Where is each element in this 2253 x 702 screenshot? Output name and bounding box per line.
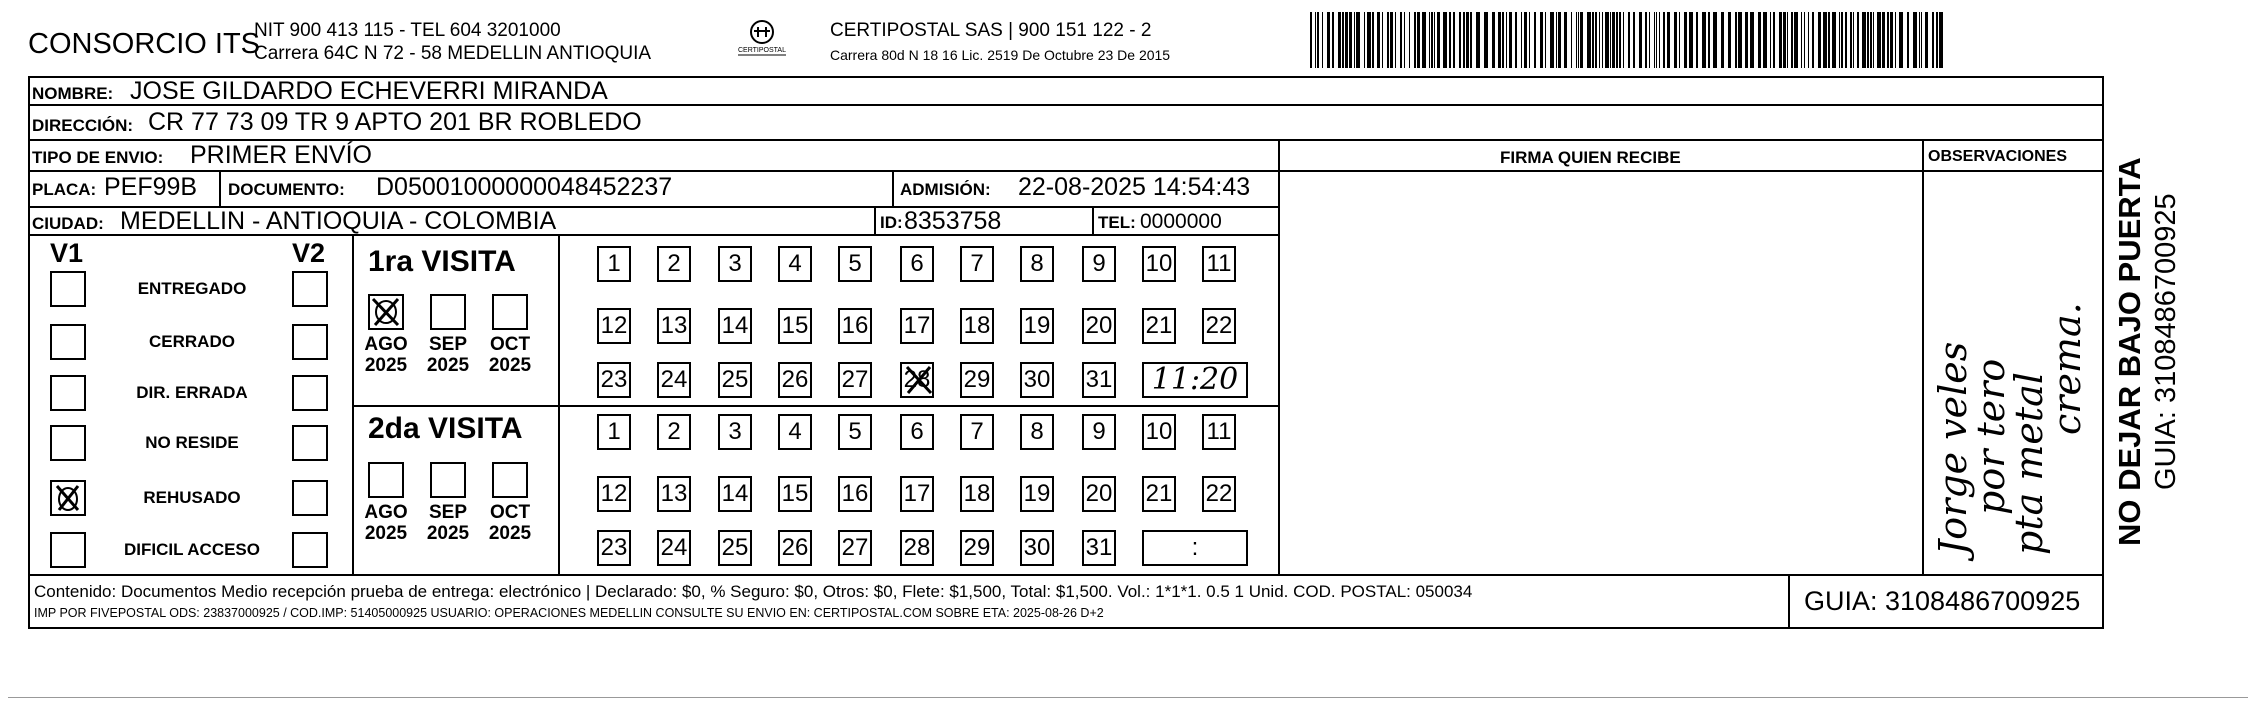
tel-value: 0000000 xyxy=(1140,210,1222,233)
barcode-bar xyxy=(1738,12,1742,68)
barcode-bar xyxy=(1623,12,1624,68)
day-box[interactable]: 15 xyxy=(778,308,812,344)
observation-line: crema. xyxy=(2045,302,2089,435)
v2-checkbox[interactable] xyxy=(292,532,328,568)
day-box[interactable]: 28 xyxy=(900,530,934,566)
barcode-bar xyxy=(1689,12,1693,68)
v2-checkbox[interactable] xyxy=(292,375,328,411)
barcode-bar xyxy=(1515,12,1517,68)
day-box[interactable]: 17 xyxy=(900,308,934,344)
barcode-bar xyxy=(1735,12,1737,68)
barcode-bar xyxy=(1702,12,1706,68)
month-name: AGO xyxy=(364,334,408,355)
day-box[interactable]: 30 xyxy=(1020,362,1054,398)
id-label: ID: xyxy=(880,213,903,232)
plate-label: PLACA: xyxy=(32,180,97,199)
month-name: OCT xyxy=(489,334,531,355)
barcode-bar xyxy=(1349,12,1352,68)
barcode-bar xyxy=(1801,12,1802,68)
barcode-bar xyxy=(1545,12,1546,68)
barcode-bar xyxy=(1818,12,1821,68)
admission-value: 22-08-2025 14:54:43 xyxy=(1018,173,1251,201)
day-box[interactable]: 22 xyxy=(1202,308,1236,344)
day-box[interactable]: 16 xyxy=(838,476,872,512)
day-box[interactable]: 17 xyxy=(900,476,934,512)
barcode-bar xyxy=(1484,12,1488,68)
barcode-bar xyxy=(1463,12,1465,68)
barcode-bar xyxy=(1921,12,1922,68)
v2-checkbox[interactable] xyxy=(292,324,328,360)
barcode-bar xyxy=(1857,12,1859,68)
barcode-bar xyxy=(1696,12,1698,68)
barcode-bar xyxy=(1616,12,1618,68)
month-label xyxy=(361,502,411,544)
barcode-bar xyxy=(1521,12,1522,68)
month-label xyxy=(361,334,411,376)
barcode-bar xyxy=(1679,12,1680,68)
day-box[interactable]: 20 xyxy=(1082,308,1116,344)
barcode-bar xyxy=(1602,12,1603,68)
day-box[interactable]: 9 xyxy=(1082,414,1116,450)
barcode-bar xyxy=(1728,12,1731,68)
status-label: ENTREGADO xyxy=(137,279,247,298)
barcode-bar xyxy=(1556,12,1557,68)
day-box[interactable]: 21 xyxy=(1142,476,1176,512)
barcode-bar xyxy=(1812,12,1814,68)
observation-line: pta metal xyxy=(2007,372,2051,555)
barcode-bar xyxy=(1899,12,1903,68)
barcode-bar xyxy=(1763,12,1767,68)
barcode-bar xyxy=(1449,12,1451,68)
v2-label: V2 xyxy=(292,238,326,268)
day-box[interactable]: 25 xyxy=(718,362,752,398)
barcode-bar xyxy=(1540,12,1543,68)
status-label: DIFICIL ACCESO xyxy=(123,540,260,559)
barcode-bar xyxy=(1599,12,1600,68)
barcode-bar xyxy=(1338,12,1341,68)
v2-checkbox[interactable] xyxy=(292,480,328,516)
day-box[interactable]: 23 xyxy=(597,530,631,566)
barcode-bar xyxy=(1576,12,1577,68)
barcode-bar xyxy=(1315,12,1316,68)
barcode-bar xyxy=(1619,12,1621,68)
barcode-bar xyxy=(1466,12,1469,68)
company-nit-tel: NIT 900 413 115 - TEL 604 3201000 xyxy=(254,20,561,41)
barcode-bar xyxy=(1592,12,1594,68)
barcode-bar xyxy=(1382,12,1383,68)
barcode-bar xyxy=(1322,12,1323,68)
observations-handwritten xyxy=(1931,145,2094,555)
month-checkbox[interactable] xyxy=(368,462,404,498)
day-box[interactable]: 23 xyxy=(597,362,631,398)
barcode-bar xyxy=(1890,12,1893,68)
day-box[interactable]: 4 xyxy=(778,414,812,450)
barcode-bar xyxy=(1327,12,1330,68)
barcode-bar xyxy=(1529,12,1530,68)
day-box[interactable]: 7 xyxy=(960,414,994,450)
barcode-bar xyxy=(1674,12,1677,68)
day-box[interactable]: 19 xyxy=(1020,308,1054,344)
id-value: 8353758 xyxy=(904,207,1002,235)
day-box[interactable]: 18 xyxy=(960,308,994,344)
document-label: DOCUMENTO: xyxy=(228,180,345,199)
month-name: SEP xyxy=(428,502,468,523)
day-box[interactable]: 9 xyxy=(1082,246,1116,282)
barcode-bar xyxy=(1745,12,1748,68)
barcode-bar xyxy=(1550,12,1554,68)
day-box[interactable]: 6 xyxy=(900,246,934,282)
certipostal-line1: CERTIPOSTAL SAS | 900 151 122 - 2 xyxy=(830,20,1152,41)
barcode-bar xyxy=(1476,12,1480,68)
barcode-bar xyxy=(1758,12,1761,68)
month-checkbox[interactable] xyxy=(430,462,466,498)
day-check-mark xyxy=(904,364,934,404)
barcode-bar xyxy=(1534,12,1536,68)
barcode-bar xyxy=(1939,12,1943,68)
document-value: D05001000000048452237 xyxy=(376,173,673,201)
city-value: MEDELLIN - ANTIOQUIA - COLOMBIA xyxy=(120,207,557,235)
barcode-bar xyxy=(1431,12,1433,68)
day-box[interactable]: 27 xyxy=(838,530,872,566)
barcode-bar xyxy=(1656,12,1657,68)
barcode-bar xyxy=(1524,12,1527,68)
barcode-bar xyxy=(1839,12,1840,68)
barcode-bar xyxy=(1395,12,1396,68)
barcode-bar xyxy=(1564,12,1567,68)
barcode-bar xyxy=(1787,12,1788,68)
day-box[interactable]: 16 xyxy=(838,308,872,344)
barcode-bar xyxy=(1659,12,1660,68)
day-box[interactable]: 24 xyxy=(657,362,691,398)
barcode-bar xyxy=(1887,12,1889,68)
barcode-bar xyxy=(1823,12,1827,68)
barcode-bar xyxy=(1317,12,1319,68)
barcode-bar xyxy=(1862,12,1866,68)
day-box[interactable]: 3 xyxy=(718,246,752,282)
barcode-bar xyxy=(1783,12,1786,68)
barcode-bar xyxy=(1895,12,1896,68)
day-box[interactable]: 27 xyxy=(838,362,872,398)
day-box[interactable]: 29 xyxy=(960,362,994,398)
day-box[interactable]: 8 xyxy=(1020,414,1054,450)
barcode-bar xyxy=(1913,12,1917,68)
barcode-bar xyxy=(1845,12,1847,68)
barcode-bar xyxy=(1400,12,1402,68)
day-box[interactable]: 26 xyxy=(778,530,812,566)
barcode-bar xyxy=(1422,12,1426,68)
v1-checkbox[interactable] xyxy=(50,324,86,360)
day-box[interactable]: 3 xyxy=(718,414,752,450)
day-box[interactable]: 29 xyxy=(960,530,994,566)
barcode-bar xyxy=(1633,12,1635,68)
barcode-bar xyxy=(1932,12,1934,68)
v1-checkbox[interactable] xyxy=(50,425,86,461)
barcode-bar xyxy=(1649,12,1650,68)
barcode-bar xyxy=(1498,12,1501,68)
month-label xyxy=(485,502,535,544)
barcode-bar xyxy=(1841,12,1843,68)
day-box[interactable]: 7 xyxy=(960,246,994,282)
v1-checkbox[interactable] xyxy=(50,532,86,568)
month-checkbox[interactable] xyxy=(430,294,466,330)
barcode-bar xyxy=(1558,12,1561,68)
barcode-bar xyxy=(1804,12,1805,68)
day-box[interactable]: 18 xyxy=(960,476,994,512)
footer-guide: GUIA: 3108486700925 xyxy=(1804,586,2081,616)
barcode-bar xyxy=(1437,12,1440,68)
day-box[interactable]: 12 xyxy=(597,308,631,344)
day-box[interactable]: 14 xyxy=(718,308,752,344)
plate-value: PEF99B xyxy=(104,173,198,201)
time-box[interactable]: 11:20 xyxy=(1142,362,1248,398)
barcode-bar xyxy=(1595,12,1597,68)
barcode-bar xyxy=(1367,12,1371,68)
barcode-bar xyxy=(1470,12,1472,68)
month-name: SEP xyxy=(428,334,468,355)
barcode-bar xyxy=(1873,12,1874,68)
day-box[interactable]: 6 xyxy=(900,414,934,450)
signature-header: FIRMA QUIEN RECIBE xyxy=(1500,148,1681,167)
barcode-bar xyxy=(1628,12,1630,68)
barcode-bar xyxy=(1773,12,1775,68)
day-box[interactable]: 11 xyxy=(1202,246,1236,282)
status-label: DIR. ERRADA xyxy=(136,383,248,402)
barcode-bar xyxy=(1850,12,1852,68)
observations-header: OBSERVACIONES xyxy=(1928,148,2067,165)
barcode-bar xyxy=(1870,12,1872,68)
observation-line: por tero xyxy=(1969,358,2013,515)
logo-caption: CERTIPOSTAL xyxy=(738,47,786,54)
barcode-bar xyxy=(1509,12,1512,68)
barcode-bar xyxy=(1832,12,1836,68)
side-guide: GUIA: 3108486700925 xyxy=(2150,193,2182,490)
barcode-bar xyxy=(1571,12,1572,68)
address-label: DIRECCIÓN: xyxy=(32,116,134,135)
barcode-bar xyxy=(1770,12,1771,68)
side-warning: NO DEJAR BAJO PUERTA xyxy=(2112,157,2147,546)
month-year: 2025 xyxy=(426,355,470,376)
barcode-bar xyxy=(1434,12,1435,68)
day-box[interactable]: 14 xyxy=(718,476,752,512)
barcode-bar xyxy=(1356,12,1360,68)
barcode-bar xyxy=(1605,12,1609,68)
barcode-bar xyxy=(1345,12,1348,68)
company-address: Carrera 64C N 72 - 58 MEDELLIN ANTIOQUIA xyxy=(254,43,652,64)
barcode-bar xyxy=(1587,12,1591,68)
day-box[interactable]: 22 xyxy=(1202,476,1236,512)
barcode-bar xyxy=(1925,12,1928,68)
barcode-bar xyxy=(1639,12,1642,68)
barcode-bar xyxy=(1919,12,1920,68)
barcode-bar xyxy=(1750,12,1754,68)
barcode-bar xyxy=(1414,12,1416,68)
month-year: 2025 xyxy=(364,355,408,376)
barcode-bar xyxy=(1877,12,1881,68)
visit2-title: 2da VISITA xyxy=(368,412,523,445)
month-name: OCT xyxy=(489,502,531,523)
barcode-bar xyxy=(1808,12,1809,68)
barcode-bar xyxy=(1453,12,1455,68)
day-box[interactable]: 1 xyxy=(597,414,631,450)
barcode-bar xyxy=(1310,12,1312,68)
barcode-bar xyxy=(1791,12,1793,68)
barcode xyxy=(1310,12,1950,68)
shipment-type-label: TIPO DE ENVIO: xyxy=(32,148,164,167)
barcode-bar xyxy=(1377,12,1380,68)
status-label: NO RESIDE xyxy=(145,433,239,452)
month-label xyxy=(423,334,473,376)
barcode-bar xyxy=(1390,12,1393,68)
v2-checkbox[interactable] xyxy=(292,425,328,461)
day-box[interactable]: 10 xyxy=(1142,246,1176,282)
barcode-bar xyxy=(1332,12,1334,68)
barcode-bar xyxy=(1708,12,1710,68)
status-label: CERRADO xyxy=(149,332,235,351)
barcode-bar xyxy=(1443,12,1447,68)
day-box[interactable]: 20 xyxy=(1082,476,1116,512)
barcode-bar xyxy=(1417,12,1420,68)
barcode-bar xyxy=(1459,12,1461,68)
day-box[interactable]: 2 xyxy=(657,246,691,282)
barcode-bar xyxy=(1387,12,1389,68)
footer-content: Contenido: Documentos Medio recepción prueba de entrega: electrónico | Declarado: $0, % Seguro: $0, Otros: $0, Flete: $1,500, Total: $1,500. Vol.: 1*1*1. 0.5 1 Unid. COD. POSTAL: 050034 xyxy=(34,582,1473,601)
day-box[interactable]: 28 xyxy=(900,362,934,398)
barcode-bar xyxy=(1429,12,1430,68)
day-box[interactable]: 21 xyxy=(1142,308,1176,344)
month-label xyxy=(423,502,473,544)
barcode-bar xyxy=(1779,12,1782,68)
day-box[interactable]: 5 xyxy=(838,246,872,282)
recipient-name: JOSE GILDARDO ECHEVERRI MIRANDA xyxy=(130,77,608,105)
day-box[interactable]: 15 xyxy=(778,476,812,512)
company-name: CONSORCIO ITS xyxy=(28,28,261,60)
barcode-bar xyxy=(1867,12,1869,68)
barcode-bar xyxy=(1667,12,1670,68)
barcode-bar xyxy=(1502,12,1504,68)
time-box[interactable]: : xyxy=(1142,530,1248,566)
v1-checkbox[interactable] xyxy=(50,271,86,307)
day-box[interactable]: 10 xyxy=(1142,414,1176,450)
month-year: 2025 xyxy=(364,523,408,544)
barcode-bar xyxy=(1354,12,1355,68)
barcode-bar xyxy=(1684,12,1687,68)
shipment-type: PRIMER ENVÍO xyxy=(190,141,372,169)
month-year: 2025 xyxy=(426,523,470,544)
barcode-bar xyxy=(1342,12,1344,68)
day-box[interactable]: 4 xyxy=(778,246,812,282)
month-year: 2025 xyxy=(488,523,532,544)
certipostal-logo-icon xyxy=(732,18,792,60)
day-box[interactable]: 13 xyxy=(657,476,691,512)
month-checkbox[interactable] xyxy=(492,462,528,498)
barcode-bar xyxy=(1506,12,1507,68)
month-year: 2025 xyxy=(488,355,532,376)
day-box[interactable]: 31 xyxy=(1082,362,1116,398)
barcode-bar xyxy=(1853,12,1854,68)
day-box[interactable]: 25 xyxy=(718,530,752,566)
tel-label: TEL: xyxy=(1098,213,1136,232)
barcode-bar xyxy=(1578,12,1579,68)
v1-checkbox[interactable] xyxy=(50,375,86,411)
month-checkbox[interactable] xyxy=(368,294,404,330)
barcode-bar xyxy=(1713,12,1717,68)
barcode-bar xyxy=(1936,12,1938,68)
barcode-bar xyxy=(1721,12,1724,68)
footer-imp: IMP POR FIVEPOSTAL ODS: 23837000925 / COD.IMP: 51405000925 USUARIO: OPERACIONES MEDELLIN CONSULTE SU ENVIO EN: CERTIPOSTAL.COM SOBRE ETA: 2025-08-26 D+2 xyxy=(34,606,1104,620)
day-box[interactable]: 31 xyxy=(1082,530,1116,566)
barcode-bar xyxy=(1654,12,1655,68)
barcode-bar xyxy=(1610,12,1611,68)
v1-checkbox[interactable] xyxy=(50,480,86,516)
name-label: NOMBRE: xyxy=(32,84,114,103)
status-label: REHUSADO xyxy=(143,488,241,507)
barcode-bar xyxy=(1372,12,1374,68)
barcode-bar xyxy=(1828,12,1830,68)
barcode-bar xyxy=(1580,12,1583,68)
day-box[interactable]: 19 xyxy=(1020,476,1054,512)
certipostal-line2: Carrera 80d N 18 16 Lic. 2519 De Octubre 23 De 2015 xyxy=(830,47,1171,63)
recipient-address: CR 77 73 09 TR 9 APTO 201 BR ROBLEDO xyxy=(148,108,642,136)
barcode-bar xyxy=(1794,12,1798,68)
barcode-bar xyxy=(1364,12,1365,68)
observation-line: Jorge veles xyxy=(1931,341,1975,555)
month-name: AGO xyxy=(364,502,408,523)
barcode-bar xyxy=(1882,12,1885,68)
barcode-bar xyxy=(1907,12,1909,68)
day-box[interactable]: 8 xyxy=(1020,246,1054,282)
day-box[interactable]: 12 xyxy=(597,476,631,512)
visit1-title: 1ra VISITA xyxy=(368,245,516,278)
v1-label: V1 xyxy=(50,238,84,268)
admission-label: ADMISIÓN: xyxy=(900,180,991,199)
day-box[interactable]: 26 xyxy=(778,362,812,398)
barcode-bar xyxy=(1612,12,1615,68)
barcode-bar xyxy=(1645,12,1647,68)
city-label: CIUDAD: xyxy=(32,214,104,233)
barcode-bar xyxy=(1409,12,1410,68)
month-checkbox[interactable] xyxy=(492,294,528,330)
day-box[interactable]: 24 xyxy=(657,530,691,566)
day-box[interactable]: 11 xyxy=(1202,414,1236,450)
day-box[interactable]: 13 xyxy=(657,308,691,344)
day-box[interactable]: 5 xyxy=(838,414,872,450)
day-box[interactable]: 1 xyxy=(597,246,631,282)
barcode-bar xyxy=(1404,12,1405,68)
barcode-bar xyxy=(1492,12,1495,68)
day-box[interactable]: 30 xyxy=(1020,530,1054,566)
month-label xyxy=(485,334,535,376)
day-box[interactable]: 2 xyxy=(657,414,691,450)
barcode-bar xyxy=(1663,12,1665,68)
v2-checkbox[interactable] xyxy=(292,271,328,307)
